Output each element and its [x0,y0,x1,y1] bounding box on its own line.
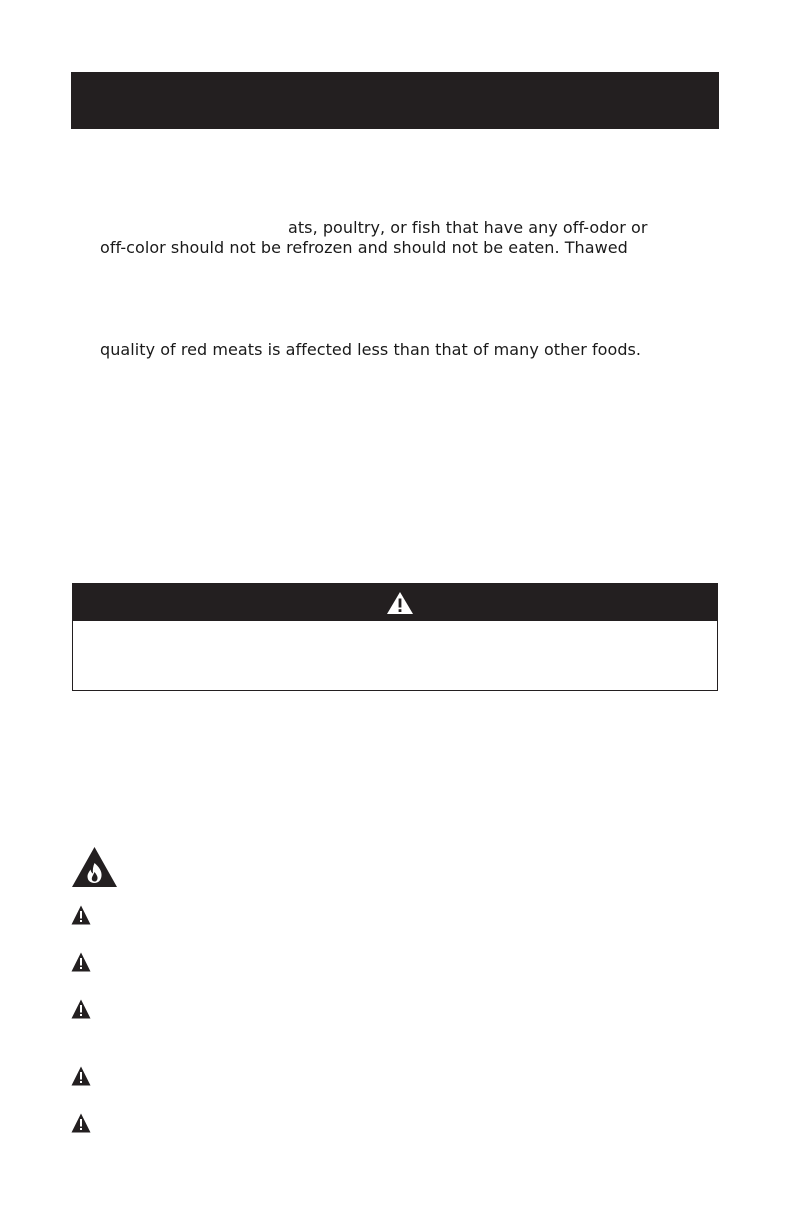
warning-triangle-icon [71,905,91,925]
section-header-bar [71,72,719,129]
warning-triangle-icon [386,591,414,615]
warning-box [72,583,718,691]
paragraph-line: ats, poultry, or fish that have any off-odor or [288,218,648,237]
warning-triangle-icon [71,1113,91,1133]
warning-triangle-icon [71,952,91,972]
warning-triangle-icon [71,1066,91,1086]
fire-hazard-icon [71,846,118,888]
paragraph-line: off-color should not be refrozen and should not be eaten. Thawed [100,238,628,257]
warning-triangle-icon [71,999,91,1019]
paragraph-line: quality of red meats is affected less than that of many other foods. [100,340,642,359]
warning-header [73,584,717,621]
